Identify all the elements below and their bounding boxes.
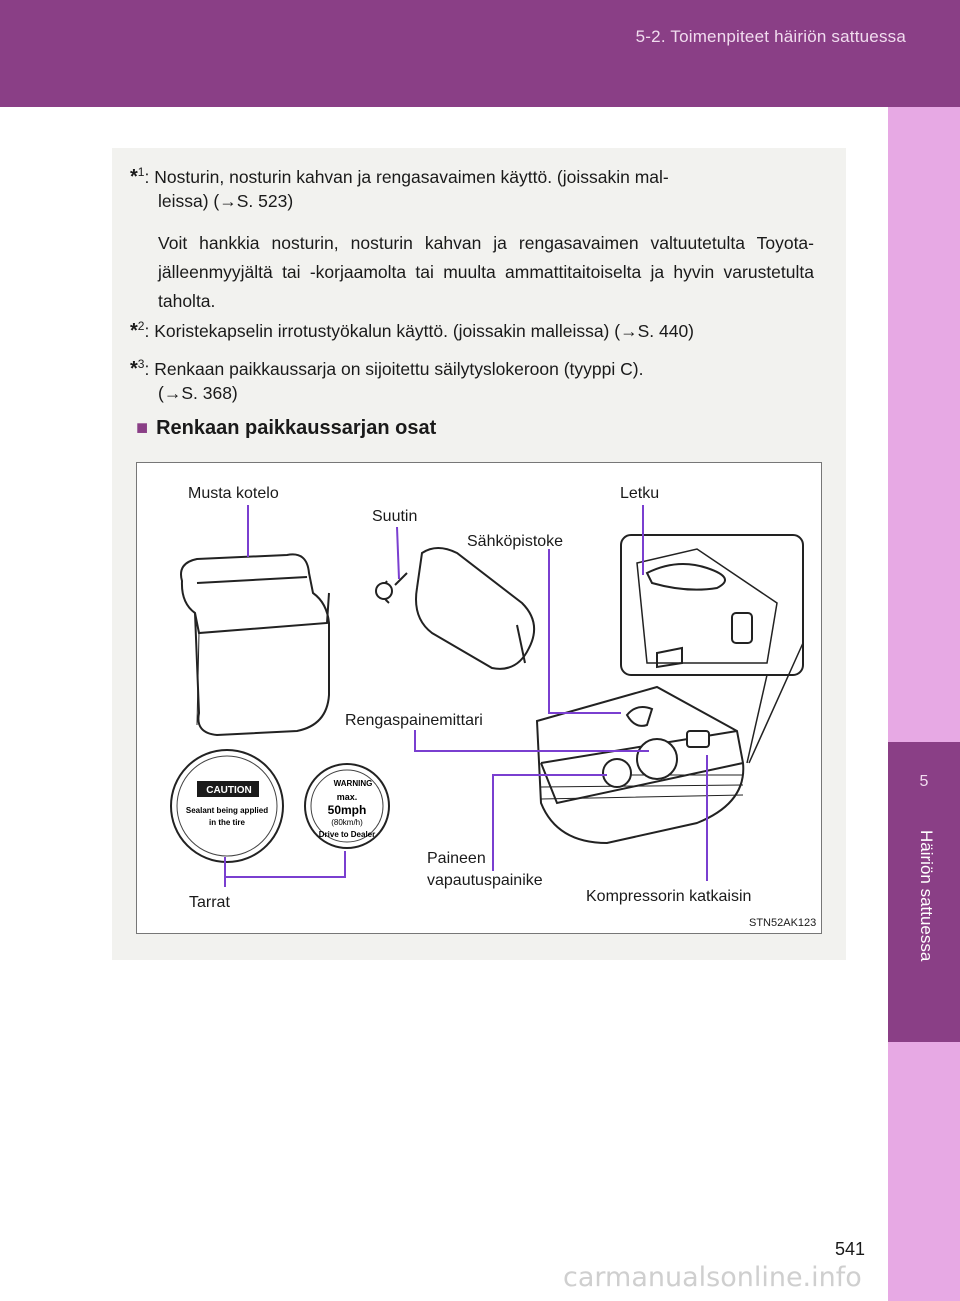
warning-sticker (305, 764, 389, 848)
footnote-mark: * (130, 357, 138, 380)
sealant-bottle-drawing (376, 548, 534, 669)
footnote-1-paragraph: Voit hankkia nosturin, nosturin kahvan ja rengasavaimen valtuutetulta Toyota-jälleenmyyjältä tai -korjaamolta tai muulta ammattitaitoiselta ja hyvin varustetulta taholta. (158, 233, 814, 311)
label-release-2: vapautuspainike (427, 872, 543, 889)
footnote-1-cont: leissa) (→S. 523) (158, 191, 294, 211)
footnote-mark: * (130, 319, 138, 342)
callout-plug (549, 549, 621, 713)
section-header: 5-2. Toimenpiteet häiriön sattuessa (635, 27, 906, 46)
footnote-mark: * (130, 165, 138, 188)
warning-title: WARNING (333, 779, 373, 788)
label-black-case: Musta kotelo (188, 485, 279, 502)
callout-nozzle (397, 527, 399, 579)
footnote-number: 3 (137, 357, 145, 371)
footnote-number: 2 (137, 319, 145, 333)
compressor-drawing (537, 687, 743, 843)
label-hose: Letku (620, 485, 660, 502)
footnote-text: : Koristekapselin irrotustyökalun käyttö. (joissakin malleissa) (→S. 440) (144, 320, 694, 341)
warning-speed: 50mph (327, 803, 367, 817)
section-title-text: Renkaan paikkaussarjan osat (156, 417, 437, 439)
label-gauge: Rengaspainemittari (345, 712, 483, 729)
footnote-2 (130, 312, 820, 346)
footnote-3-cont: (→S. 368) (158, 383, 238, 403)
caution-line-1: Sealant being applied (185, 806, 269, 815)
figure-code: STN52AK123 (749, 917, 817, 929)
page-number: 541 (835, 1239, 866, 1259)
label-release-1: Paineen (427, 850, 486, 867)
caution-sticker (171, 750, 283, 862)
footnote-text: : Nosturin, nosturin kahvan ja rengasavaimen käyttö. (joissakin mal- (144, 166, 669, 187)
black-case-drawing (181, 554, 329, 735)
repair-kit-figure (136, 462, 822, 934)
label-plug: Sähköpistoke (467, 533, 564, 550)
chapter-tab (888, 107, 960, 1301)
watermark: carmanualsonline.info (563, 1262, 862, 1293)
chapter-number: 5 (919, 773, 929, 790)
label-stickers: Tarrat (189, 894, 230, 911)
label-nozzle: Suutin (372, 508, 418, 525)
warning-bottom: Drive to Dealer (318, 830, 376, 839)
label-switch: Kompressorin katkaisin (586, 888, 752, 905)
warning-max: max. (336, 792, 358, 802)
header-band (0, 0, 960, 107)
repair-kit-illustration (137, 463, 821, 933)
section-title (136, 417, 436, 440)
chapter-label: Häiriön sattuessa (917, 830, 936, 962)
warning-kmh: (80km/h) (331, 818, 363, 827)
square-bullet-icon: ■ (136, 417, 149, 439)
footnote-number: 1 (137, 165, 145, 179)
caution-title: CAUTION (206, 785, 252, 796)
caution-line-2: in the tire (208, 818, 246, 827)
footnote-text: : Renkaan paikkaussarja on sijoitettu säilytyslokeroon (tyyppi C). (144, 358, 644, 379)
